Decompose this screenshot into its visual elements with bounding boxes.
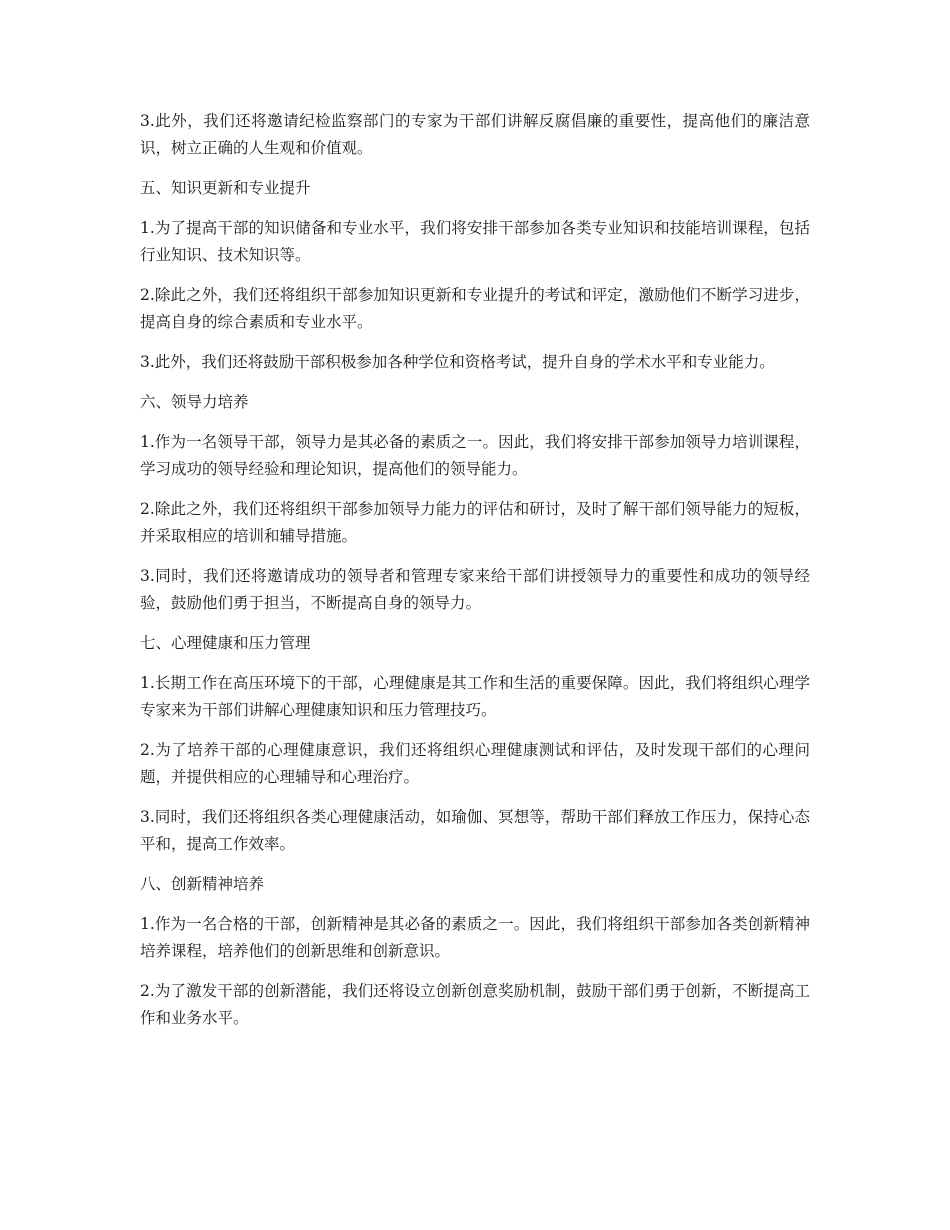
section-heading: 六、领导力培养 [140, 393, 249, 411]
section-heading: 五、知识更新和专业提升 [140, 179, 311, 197]
paragraph: 3.同时，我们还将邀请成功的领导者和管理专家来给干部们讲授领导力的重要性和成功的领导经验，鼓励他们勇于担当，不断提高自身的领导力。 [140, 567, 810, 612]
paragraph: 2.除此之外，我们还将组织干部参加领导力能力的评估和研讨，及时了解干部们领导能力的短板，并采取相应的培训和辅导措施。 [140, 500, 810, 545]
section-heading: 八、创新精神培养 [140, 875, 265, 893]
paragraph: 1.作为一名合格的干部，创新精神是其必备的素质之一。因此，我们将组织干部参加各类创新精神培养课程，培养他们的创新思维和创新意识。 [140, 915, 810, 960]
section-heading: 七、心理健康和压力管理 [140, 634, 311, 652]
paragraph: 3.此外，我们还将鼓励干部积极参加各种学位和资格考试，提升自身的学术水平和专业能力。 [140, 353, 775, 371]
paragraph: 2.为了培养干部的心理健康意识，我们还将组织心理健康测试和评估，及时发现干部们的心理问题，并提供相应的心理辅导和心理治疗。 [140, 741, 810, 786]
paragraph: 3.同时，我们还将组织各类心理健康活动，如瑜伽、冥想等，帮助干部们释放工作压力，保持心态平和，提高工作效率。 [140, 808, 810, 853]
document-body [140, 108, 810, 1045]
paragraph: 1.为了提高干部的知识储备和专业水平，我们将安排干部参加各类专业知识和技能培训课程，包括行业知识、技术知识等。 [140, 219, 810, 264]
paragraph: 3.此外，我们还将邀请纪检监察部门的专家为干部们讲解反腐倡廉的重要性，提高他们的廉洁意识，树立正确的人生观和价值观。 [140, 112, 810, 157]
paragraph: 2.为了激发干部的创新潜能，我们还将设立创新创意奖励机制，鼓励干部们勇于创新，不断提高工作和业务水平。 [140, 982, 810, 1027]
paragraph: 1.作为一名领导干部，领导力是其必备的素质之一。因此，我们将安排干部参加领导力培训课程，学习成功的领导经验和理论知识，提高他们的领导能力。 [140, 433, 810, 478]
paragraph: 2.除此之外，我们还将组织干部参加知识更新和专业提升的考试和评定，激励他们不断学习进步，提高自身的综合素质和专业水平。 [140, 286, 810, 331]
paragraph: 1.长期工作在高压环境下的干部，心理健康是其工作和生活的重要保障。因此，我们将组织心理学专家来为干部们讲解心理健康知识和压力管理技巧。 [140, 674, 810, 719]
